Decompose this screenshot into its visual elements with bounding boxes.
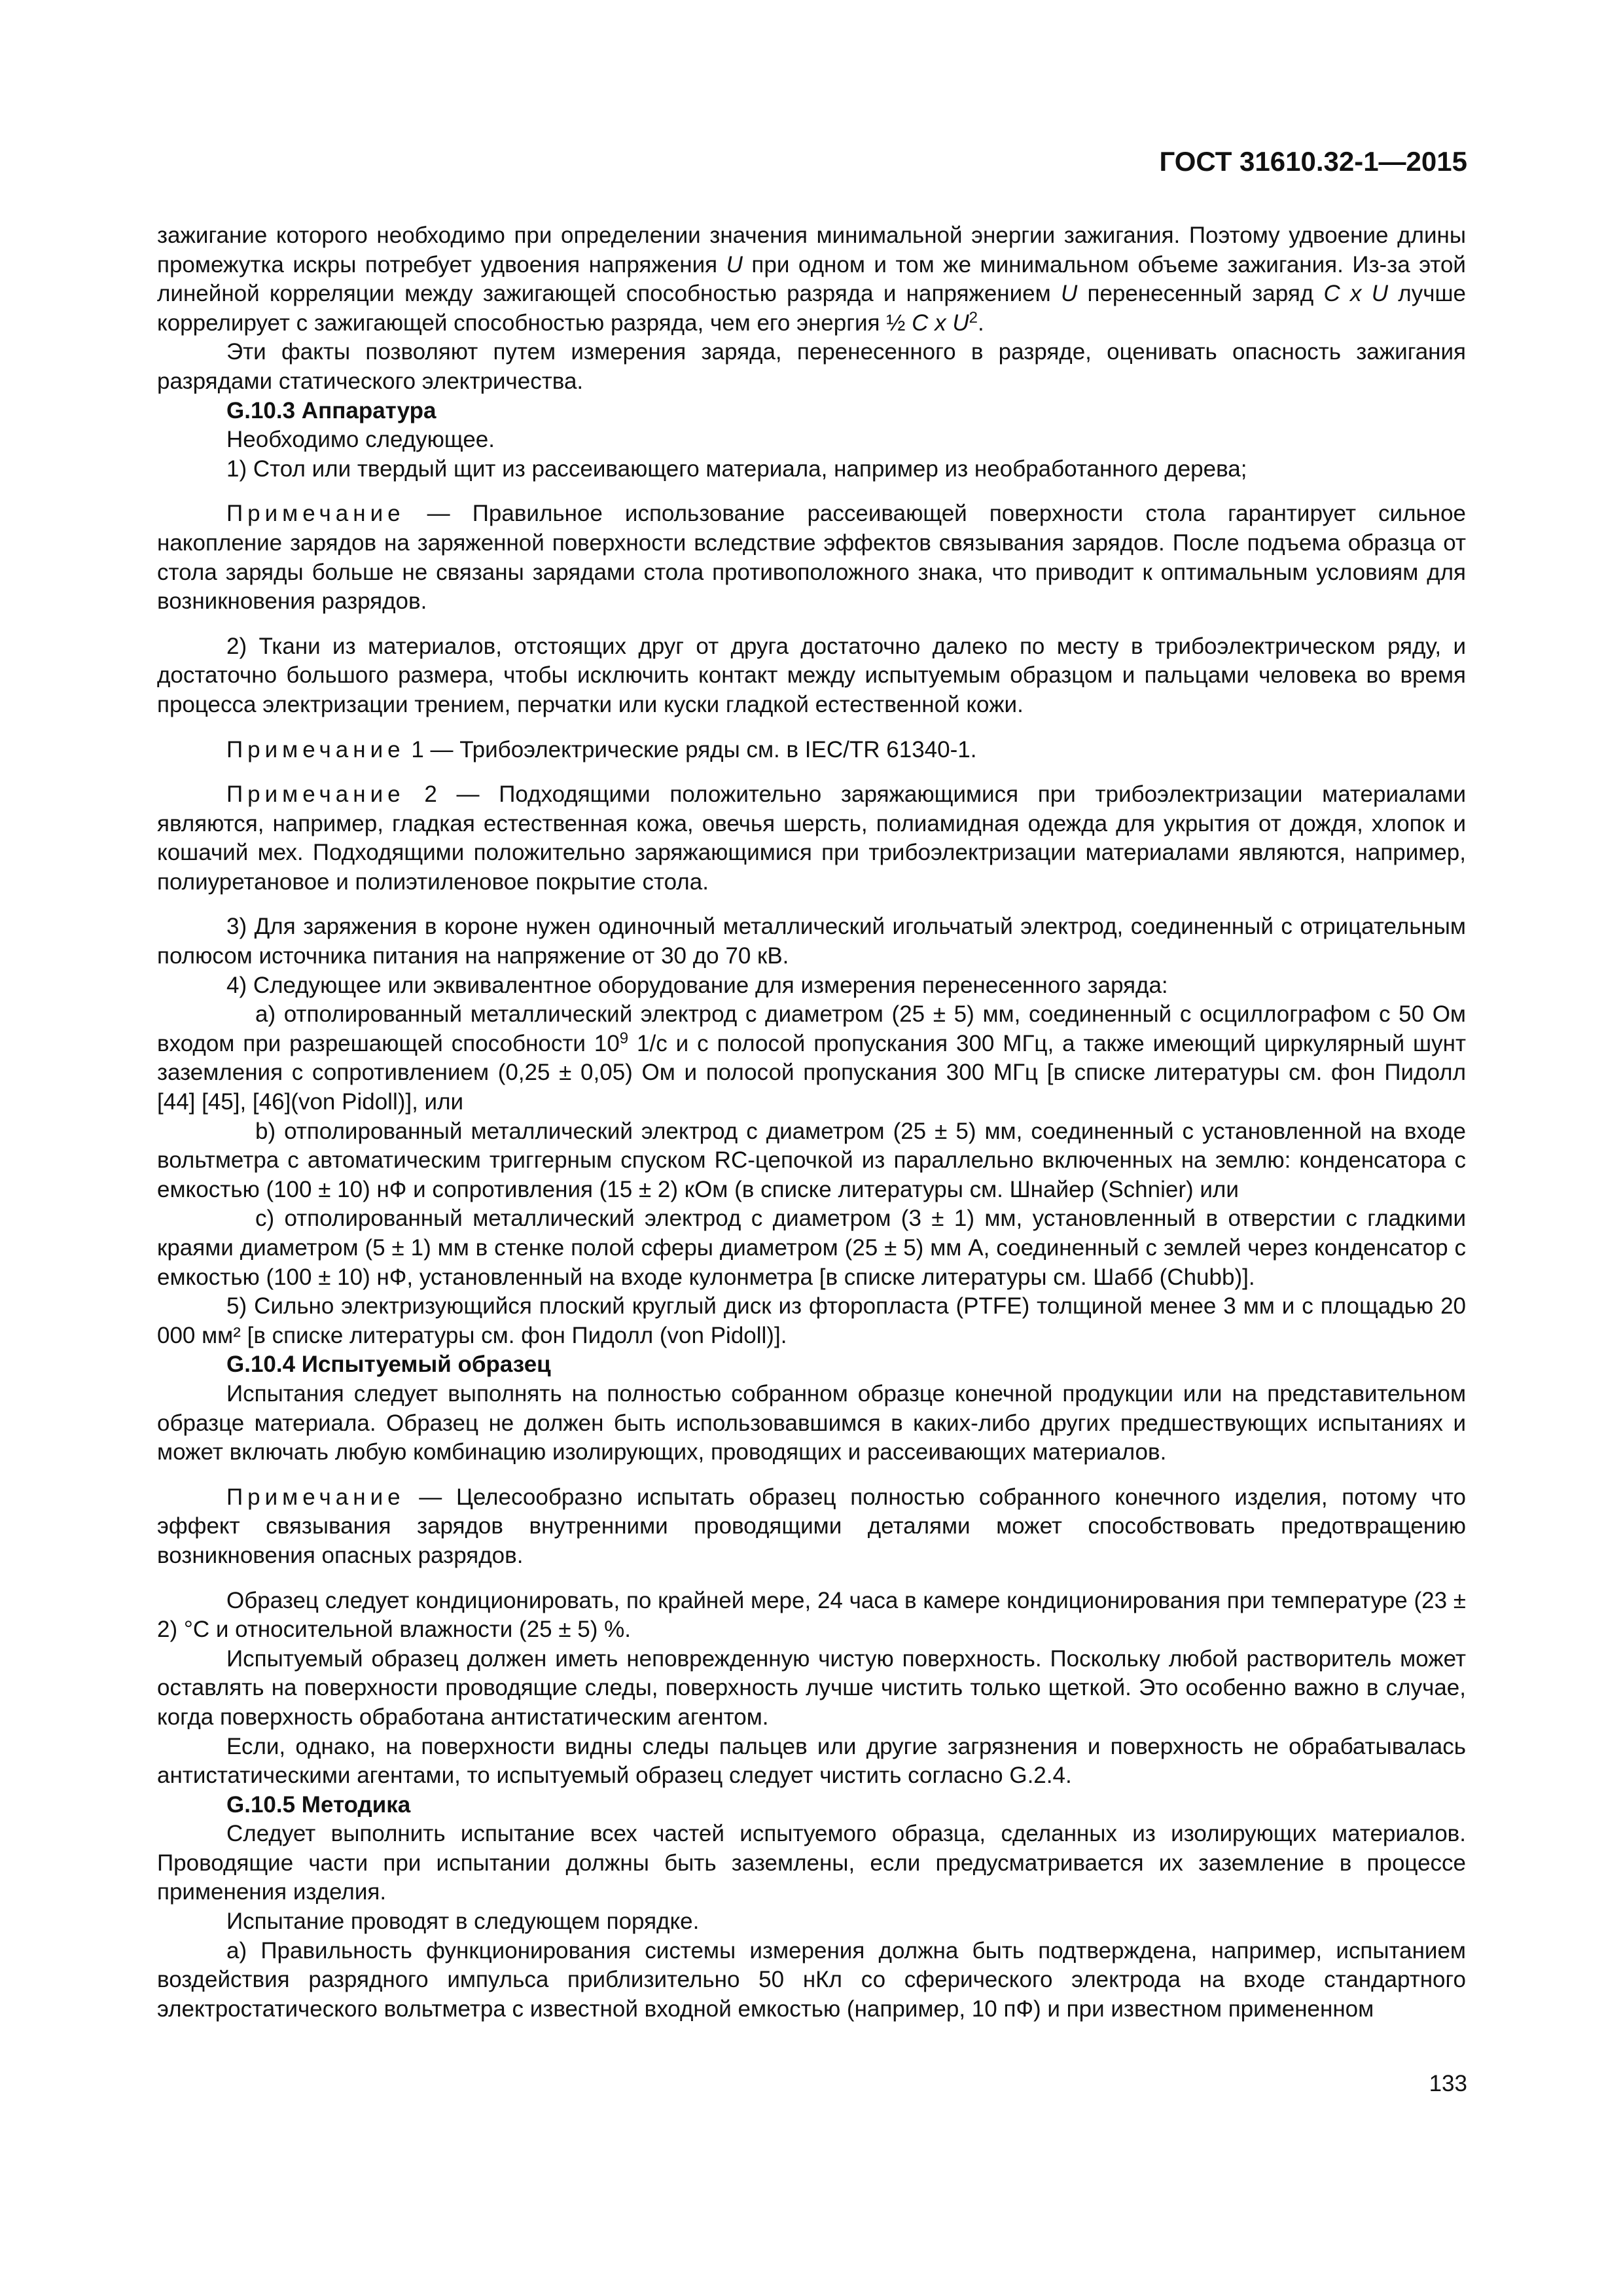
note-label: Примечание (226, 1484, 405, 1510)
note-label: Примечание (226, 501, 405, 527)
paragraph: Необходимо следующее. (226, 427, 495, 453)
note: Примечание — Правильное использование рассеивающей поверхности стола гарантирует сильное накопление зарядов на заряженной поверхности вследствие эффектов связывания зарядов. После подъема образца от стола заряды больше не связаны зарядами стола противоположного знака, что приводит к оптимальным условиям для возникновения разрядов. (157, 501, 1466, 615)
note-label: Примечание (226, 736, 405, 762)
list-item: 4) Следующее или эквивалентное оборудование для измерения перенесенного заряда: (226, 972, 1168, 998)
paragraph: зажигание которого необходимо при определении значения минимальной энергии зажигания. Поэтому удвоение длины промежутка искры потребует удвоения напряжения U при одном и том же минимальном объеме зажигания. Из-за этой линейной корреляции между зажигающей способностью разряда и напряжением U перенесенный заряд C x U лучше коррелирует с зажигающей способностью разряда, чем его энергия ½ C x $U^2$. (157, 223, 1467, 336)
paragraph: Если, однако, на поверхности видны следы пальцев или другие загрязнения и поверхность не обрабатывалась антистатическими агентами, то испытуемый образец следует чистить согласно G.2.4. (157, 1733, 1466, 1789)
list-item: 5) Сильно электризующийся плоский круглый диск из фторопласта (PTFE) толщиной менее 3 мм и с площадью 20 000 мм² [в списке литературы см. фон Пидолл (von Pidoll)]. (157, 1293, 1466, 1348)
document-header: ГОСТ 31610.32-1—2015 (1159, 146, 1467, 177)
list-item: c) отполированный металлический электрод с диаметром (3 ± 1) мм, установленный в отверстии с гладкими краями диаметром (5 ± 1) мм в стенке полой сферы диаметром (25 ± 5) мм A, соединенный с землей через конденсатор с емкостью (100 ± 10) нФ, установленный на входе кулонметра [в списке литературы см. Шабб (Chubb)]. (157, 1206, 1466, 1290)
list-item: 1) Стол или твердый щит из рассеивающего материала, например из необработанного дерева; (226, 456, 1247, 482)
section-heading-g105: G.10.5 Методика (226, 1791, 411, 1818)
paragraph: Испытание проводят в следующем порядке. (226, 1909, 700, 1935)
note: Примечание 1 — Трибоэлектрические ряды см. в IEC/TR 61340-1. (226, 736, 977, 762)
list-item: 3) Для заряжения в короне нужен одиночный металлический игольчатый электрод, соединенный с отрицательным полюсом источника питания на напряжение от 30 до 70 кВ. (157, 914, 1466, 969)
paragraph: Испытуемый образец должен иметь неповрежденную чистую поверхность. Поскольку любой растворитель может оставлять на поверхности проводящие следы, поверхность лучше чистить только щеткой. Это особенно важно в случае, когда поверхность обработана антистатическим агентом. (157, 1645, 1466, 1730)
list-item: a) отполированный металлический электрод с диаметром (25 ± 5) мм, соединенный с осциллографом с 50 Ом входом при разрешающей способности $10^9$ 1/с и с полосой пропускания 300 МГц, а также имеющий циркулярный шунт заземления с сопротивлением (0,25 ± 0,05) Ом и полосой пропускания 300 МГц [в списке литературы см. фон Пидолл [44] [45], [46](von Pidoll)], или (157, 1001, 1466, 1115)
section-heading-g103: G.10.3 Аппаратура (226, 397, 437, 423)
paragraph: Образец следует кондиционировать, по крайней мере, 24 часа в камере кондиционирования при температуре (23 ± 2) °С и относительной влажности (25 ± 5) %. (157, 1587, 1466, 1643)
document-body (157, 221, 1466, 2024)
list-item: a) Правильность функционирования системы измерения должна быть подтверждена, например, испытанием воздействия разрядного импульса приблизительно 50 нКл со сферического электрода на входе стандартного электростатического вольтметра с известной входной емкостью (например, 10 пФ) и при известном примененном (157, 1937, 1466, 2022)
note: Примечание — Целесообразно испытать образец полностью собранного конечного изделия, потому что эффект связывания зарядов внутренними проводящими деталями может способствовать предотвращению возникновения опасных разрядов. (157, 1484, 1466, 1568)
note: Примечание 2 — Подходящими положительно заряжающимися при трибоэлектризации материалами являются, например, гладкая естественная кожа, овечья шерсть, полиамидная одежда для укрытия от дождя, хлопок и кошачий мех. Подходящими положительно заряжающимися при трибоэлектризации материалами являются, например, полиуретановое и полиэтиленовое покрытие стола. (157, 781, 1466, 895)
list-item: 2) Ткани из материалов, отстоящих друг от друга достаточно далеко по месту в трибоэлектрическом ряду, и достаточно большого размера, чтобы исключить контакт между испытуемым образцом и пальцами человека во время процесса электризации трением, перчатки или куски гладкой естественной кожи. (157, 633, 1466, 717)
section-heading-g104: G.10.4 Испытуемый образец (226, 1352, 551, 1378)
paragraph: Эти факты позволяют путем измерения заряда, перенесенного в разряде, оценивать опасность зажигания разрядами статического электричества. (157, 339, 1466, 394)
page-number: 133 (1429, 2071, 1467, 2096)
paragraph: Следует выполнить испытание всех частей испытуемого образца, сделанных из изолирующих материалов. Проводящие части при испытании должны быть заземлены, если предусматривается их заземление в процессе применения изделия. (157, 1821, 1466, 1905)
note-label: Примечание (226, 781, 405, 808)
paragraph: Испытания следует выполнять на полностью собранном образце конечной продукции или на представительном образце материала. Образец не должен быть использовавшимся в каких-либо других предшествующих испытаниях и может включать любую комбинацию изолирующих, проводящих и рассеивающих материалов. (157, 1380, 1466, 1465)
list-item: b) отполированный металлический электрод с диаметром (25 ± 5) мм, соединенный с установленной на входе вольтметра с автоматическим триггерным спуском RC-цепочкой из параллельно включенных на землю: конденсатора с емкостью (100 ± 10) нФ и сопротивления (15 ± 2) кОм (в списке литературы см. Шнайер (Schnier) или (157, 1118, 1466, 1202)
